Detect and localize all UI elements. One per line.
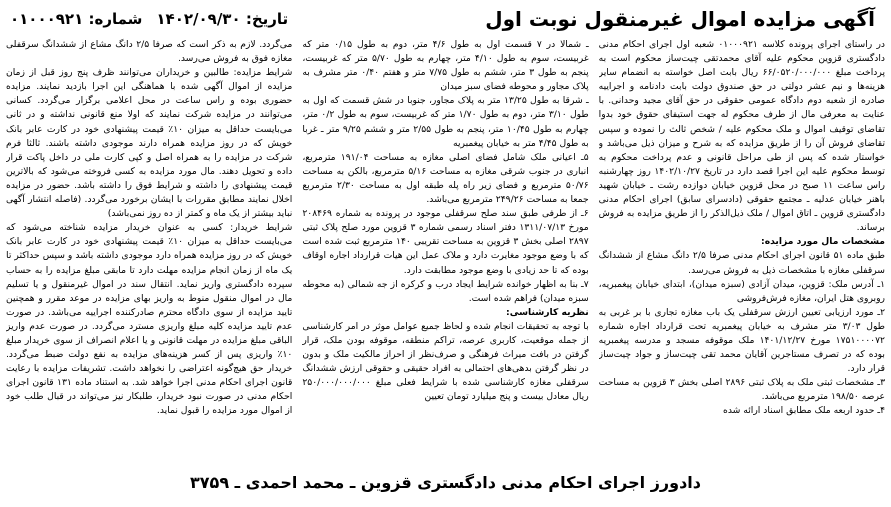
column-middle	[302, 38, 588, 468]
paragraph: ۶ـ از طرفی طبق سند صلح سرقفلی موجود در پرونده به شماره ۲۰۸۴۶۹ مورخ ۱۳۱۱/۰۷/۱۳ دفتر اسناد رسمی شماره ۳ قزوین مورد صلح پلاک ثبتی ۲۸۹۷ اصلی بخش ۳ قزوین به مساحت تقریبی ۱۴۰ مترمربع ثبت شده است که با وضع موجود مغایرت دارد و ملاک عمل این هیات قرارداد اجاره اوقاف بوده که تا حد زیادی با وضع موجود مطابقت دارد.	[302, 208, 589, 276]
notice-header	[6, 4, 885, 34]
column-right	[599, 38, 885, 468]
paragraph: شرایط مزایده: طالبین و خریداران می‌توانند ظرف پنج روز قبل از زمان مزایده از اموال آگهی شده با هماهنگی این اجرا بازدید نمایند. مزایده حضوری بوده و راس ساعت در محل اعلامی برگزار می‌گردد. کسانی می‌توانند در مزایده شرکت نمایند که اولا منع قانونی نداشته و در ثانی می‌بایست حداقل به میزان ۱۰٪ قیمت پیشنهادی خود در کارت عابر بانک خویش که در روز مزایده همراه دارند موجودی داشته باشند. ثالثا فرم شرکت در مزایده را به همراه اصل و کپی کارت ملی در داخل پاکت قرار داده و تحویل دهند. مال مورد مزایده به کسی فروخته می‌شود که بالاترین قیمت پیشنهادی را داشته و شرایط فوق را داشته باشد. حضور در مزایده اخلال نمایند مطابق مقررات با ایشان برخورد می‌گردد. (فاصله انتشار آگهی نباید بیشتر از یک ماه و کمتر از ده روز نمی‌باشد)	[6, 67, 293, 220]
paragraph: در راستای اجرای پرونده کلاسه ۰۱۰۰۰۹۲۱ شعبه اول اجرای احکام مدنی دادگستری قزوین محکوم علیه آقای محمدتقی چیت‌ساز محکوم است به پرداخت مبلغ ۶۶/۰۵۲۰/۰۰۰/۰۰۰ ریال بابت اصل خواسته به انضمام سایر هزینه‌ها و نیم عشر دولتی در حق صندوق دولت بابت دادنامه و اجراییه صادره از شعبه دوم دادگاه عمومی حقوقی در حق آقای مجید وحدانی. با عنایت به معرفی مال از طرف محکوم له جهت استیفای حقوق خود بدوا تقاضای توقیف اموال و ملک محکوم علیه / شخص ثالث را نموده و سپس تقاضای فروش آن را از طریق مزایده که به شرح و میزان ذیل می‌باشد و خواستار شده که پس از طی مراحل قانونی و عدم پرداخت محکوم به توسط محکوم علیه این اجرا قصد دارد در تاریخ ۱۴۰۲/۱۰/۲۷ روز چهارشنبه راس ساعت ۱۱ صبح در محل قزوین خیابان دوازده رشت ـ خیابان شهید باهنر خیابان عدلیه ـ مجتمع حقوقی (دادسرای سابق) اجرای احکام مدنی دادگستری قزوین ـ اتاق اموال / ملک ذیل‌الذکر را از طریق مزایده به فروش برساند.	[598, 39, 885, 234]
paragraph: ۲ـ مورد ارزیابی تعیین ارزش سرقفلی یک باب مغازه تجاری با بر غربی به طول ۳/۰۳ متر مشرف به خیابان پیغمبریه تحت قرارداد اجاره شماره ۱۷۵۱۰۰۰۰۷۲ مورخ ۱۴۰۱/۱۲/۲۷ ملک موقوفه مسجد و مدرسه پیغمبریه بوده که در تصرف مستاجرین آقایان محمد تقی چیت‌ساز و جواد چیت‌ساز قرار دارد.	[598, 306, 885, 375]
paragraph: با توجه به تحقیقات انجام شده و لحاظ جمیع عوامل موثر در امر کارشناسی از جمله موقعیت، کاربری عرصه، تراکم منطقه، موقوفه بودن ملک، قرار گرفتن در بافت میراث فرهنگی و صرف‌نظر از احراز مالکیت ملک و بدون در نظر گرفتن بدهی‌های احتمالی به افراد حقیقی و حقوقی ارزش ششدانگ سرقفلی مغازه کارشناسی شده با شرایط فعلی مبلغ ۲۵۰/۰۰۰/۰۰۰/۰۰۰ ریال معادل بیست و پنج میلیارد تومان تعیین	[302, 320, 589, 403]
notice-title: آگهی مزایده اموال غیرمنقول نوبت اول	[485, 7, 875, 31]
column-left	[6, 38, 292, 468]
paragraph: ۷ـ بنا به اظهار خوانده شرایط ایجاد درب و کرکره از جه شمالی (به محوطه سبزه میدان) فراهم شده است.	[302, 278, 589, 304]
paragraph: ۴ـ حدود اربعه ملک مطابق اسناد ارائه شده	[723, 405, 885, 417]
notice-date: تاریخ: ۱۴۰۲/۰۹/۳۰	[156, 10, 289, 28]
paragraph: ۱ـ آدرس ملک: قزوین، میدان آزادی (سبزه میدان)، ابتدای خیابان پیغمبریه، روبروی هتل ایران، مغازه فرش‌فروشی	[598, 278, 885, 304]
paragraph: ۵ـ اعیانی ملک شامل فضای اصلی مغازه به مساحت ۱۹۱/۰۴ مترمربع، انباری در جنوب شرقی مغازه به مساحت ۵/۱۶ مترمربع، بالکن به مساحت ۵۰/۷۶ مترمربع و فضای زیر راه پله طبقه اول به مساحت ۲/۳۰ مترمربع جمعا به مساحت ۲۴۹/۲۶ مترمربع می‌باشد.	[302, 151, 589, 206]
paragraph: ـ شرقا به طول ۱۳/۲۵ متر به پلاک مجاور، جنوبا در شش قسمت که اول به طول ۳/۱۰ متر، دوم به طول ۱/۷۰ متر که غربیست، سوم به طول ۰/۲ متر، چهارم به طول ۱۰/۴۵ متر، پنجم به طول ۲/۵۵ متر و ششم ۹/۲۵ متر ـ غربا به طول ۴/۴۵ متر به خیابان پیغمبریه	[302, 95, 589, 149]
paragraph: ۳ـ مشخصات ثبتی ملک به پلاک ثبتی ۲۸۹۶ اصلی بخش ۳ قزوین به مساحت عرصه ۱۹۸/۵۰ مترمربع می‌باشد.	[598, 377, 885, 403]
paragraph: طبق ماده ۵۱ قانون اجرای احکام مدنی صرفا ۲/۵ دانگ مشاع از ششدانگ سرقفلی مغازه با مشخصات ذیل به فروش می‌رسد.	[598, 250, 885, 276]
notice-number: شماره: ۰۱۰۰۰۹۲۱	[10, 10, 143, 28]
section-heading: نظریه کارشناسی:	[506, 306, 589, 318]
notice-meta	[6, 10, 288, 28]
paragraph: شرایط خریدار: کسی به عنوان خریدار مزایده شناخته می‌شود که می‌بایست حداقل به میزان ۱۰٪ قیمت پیشنهادی خود در کارت عابر بانک خویش که در روز مزایده همراه دارد موجودی داشته باشد و سپس حداکثر تا یک ماه از زمان انجام مزایده مهلت دارد تا مابقی مبلغ مزایده را به حساب سپرده دادگستری واریز نماید. انتقال سند در اموال غیرمنقول و یا تسلیم مال در اموال منقول منوط به واریز بهای مزایده در موعد مقرر و همچنین تایید مزایده از سوی دادگاه محترم صادرکننده اجراییه می‌باشد. در صورت عدم تایید مزایده کلیه مبلغ واریزی مسترد می‌گردد. در صورت عدم واریز الباقی مبلغ مزایده در مهلت قانونی و یا اعلام انصراف از سوی خریدار مبلغ ۱۰٪ واریزی پس از کسر هزینه‌های مزایده به نفع دولت ضبط می‌گردد. خریدار حق هیچ‌گونه اعتراضی را نخواهد داشت. تشریفات مزایده با رعایت قانون اجرای احکام مدنی اجرا خواهد شد. به استناد ماده ۱۳۱ قانون اجرای احکام مدنی در صورت نبود خریدار، طلبکار نیز می‌تواند در قبال طلب خود از اموال مورد مزایده را قبول نماید.	[6, 222, 293, 417]
signature-line: دادورز اجرای احکام مدنی دادگستری قزوین ـ محمد احمدی ـ ۳۷۵۹	[190, 473, 701, 492]
notice-body	[6, 38, 885, 468]
paragraph: ـ شمالا در ۷ قسمت اول به طول ۴/۶ متر، دوم به طول ۰/۱۵ متر که غربیست، سوم به طول ۴/۱۰ متر، چهارم به طول ۵/۷۰ متر که غربیست، پنجم به طول ۳ متر، ششم به طول ۷/۷۵ متر و هفتم ۰/۴۰ متر مشرف به پلاک مجاور و محوطه فضای سبز میدان	[302, 39, 589, 93]
section-heading: مشخصات مال مورد مزایده:	[761, 236, 885, 248]
paragraph: می‌گردد. لازم به ذکر است که صرفا ۲/۵ دانگ مشاع از ششدانگ سرقفلی مغازه فوق به فروش می‌رسد.	[6, 39, 293, 65]
